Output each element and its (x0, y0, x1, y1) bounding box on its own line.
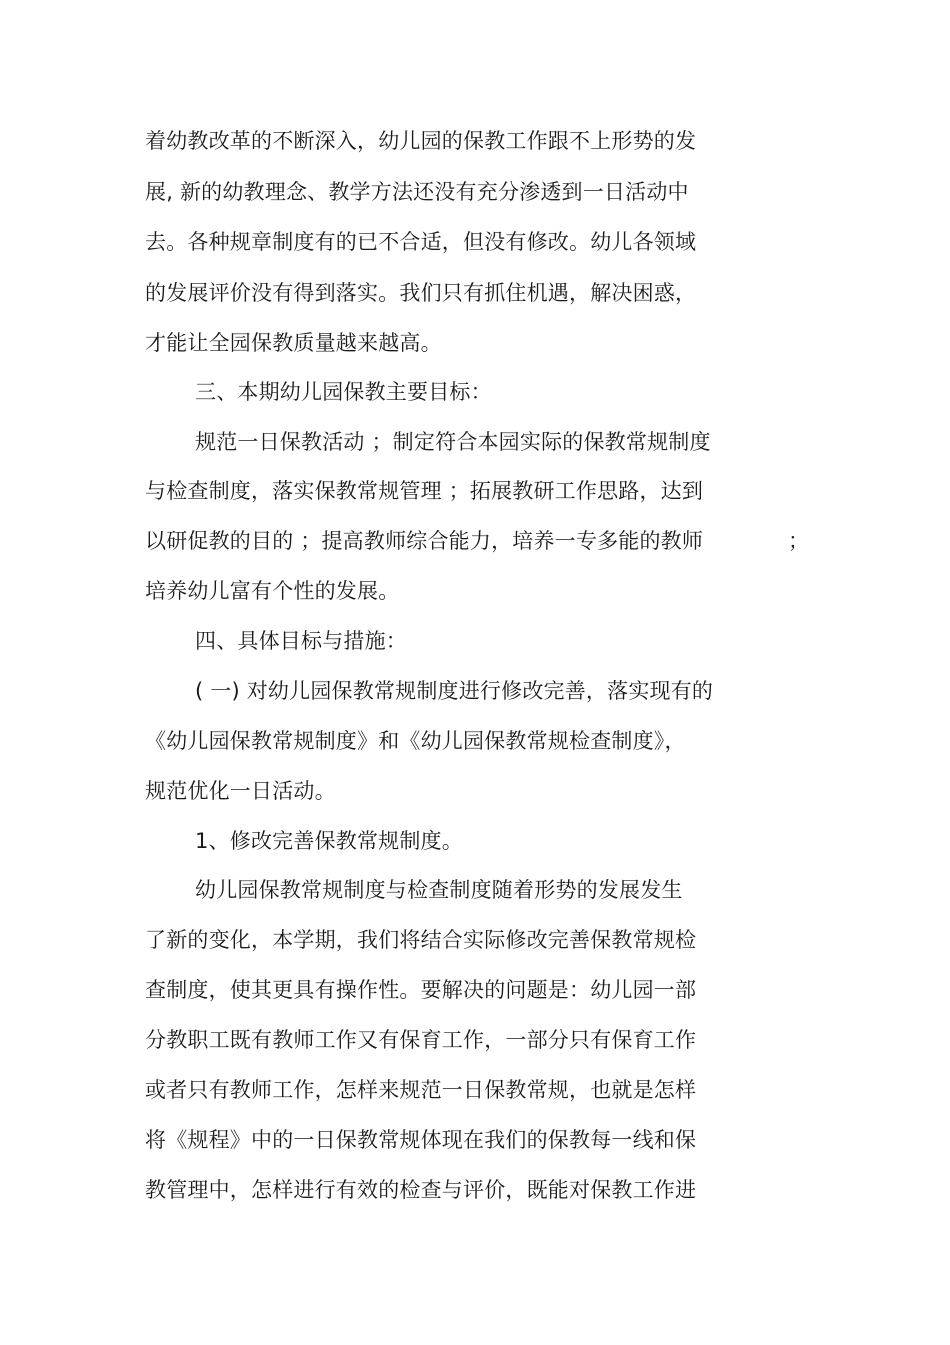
trailing-semicolon: ； (788, 529, 809, 553)
text-line-20: 或者只有教师工作，怎样来规范一日保教常规，也就是怎样 (145, 1078, 697, 1102)
text-line-16: 幼儿园保教常规制度与检查制度随着形势的发展发生 (195, 878, 683, 902)
text-line-8: 与检查制度，落实保教常规管理 ；拓展教研工作思路，达到 (145, 479, 704, 503)
subsection-heading-1: ( 一) 对幼儿园保教常规制度进行修改完善，落实现有的 (195, 679, 714, 703)
text-line-2: 展, 新的幼教理念、教学方法还没有充分渗透到一日活动中 (145, 180, 689, 204)
section-heading-3: 三、本期幼儿园保教主要目标： (195, 380, 492, 404)
text-line-4: 的发展评价没有得到落实。我们只有抓住机遇，解决困惑， (145, 281, 697, 305)
text-line-18: 查制度，使其更具有操作性。要解决的问题是：幼儿园一部 (145, 978, 697, 1002)
text-line-5: 才能让全园保教质量越来越高。 (145, 331, 442, 355)
text-line-7: 规范一日保教活动 ；制定符合本园实际的保教常规制度 (195, 430, 711, 454)
text-line-1: 着幼教改革的不断深入，幼儿园的保教工作跟不上形势的发 (145, 129, 697, 153)
text-line-3: 去。各种规章制度有的已不合适，但没有修改。幼儿各领域 (145, 230, 697, 254)
text-line-14: 规范优化一日活动。 (145, 779, 336, 803)
item-heading-1: 1、修改完善保教常规制度。 (195, 829, 463, 853)
text-line-13: 《幼儿园保教常规制度》和《幼儿园保教常规检查制度》， (145, 729, 686, 753)
text-line-21: 将《规程》中的一日保教常规体现在我们的保教每一线和保 (145, 1128, 697, 1152)
text-line-22: 教管理中，怎样进行有效的检查与评价，既能对保教工作进 (145, 1178, 697, 1202)
text-line-10: 培养幼儿富有个性的发展。 (145, 579, 400, 603)
text-line-19: 分教职工既有教师工作又有保育工作，一部分只有保育工作 (145, 1028, 697, 1052)
section-heading-4: 四、具体目标与措施： (195, 629, 407, 653)
text-line-9: 以研促教的目的 ；提高教师综合能力，培养一专多能的教师 (145, 529, 704, 553)
text-line-17: 了新的变化，本学期，我们将结合实际修改完善保教常规检 (145, 928, 697, 952)
